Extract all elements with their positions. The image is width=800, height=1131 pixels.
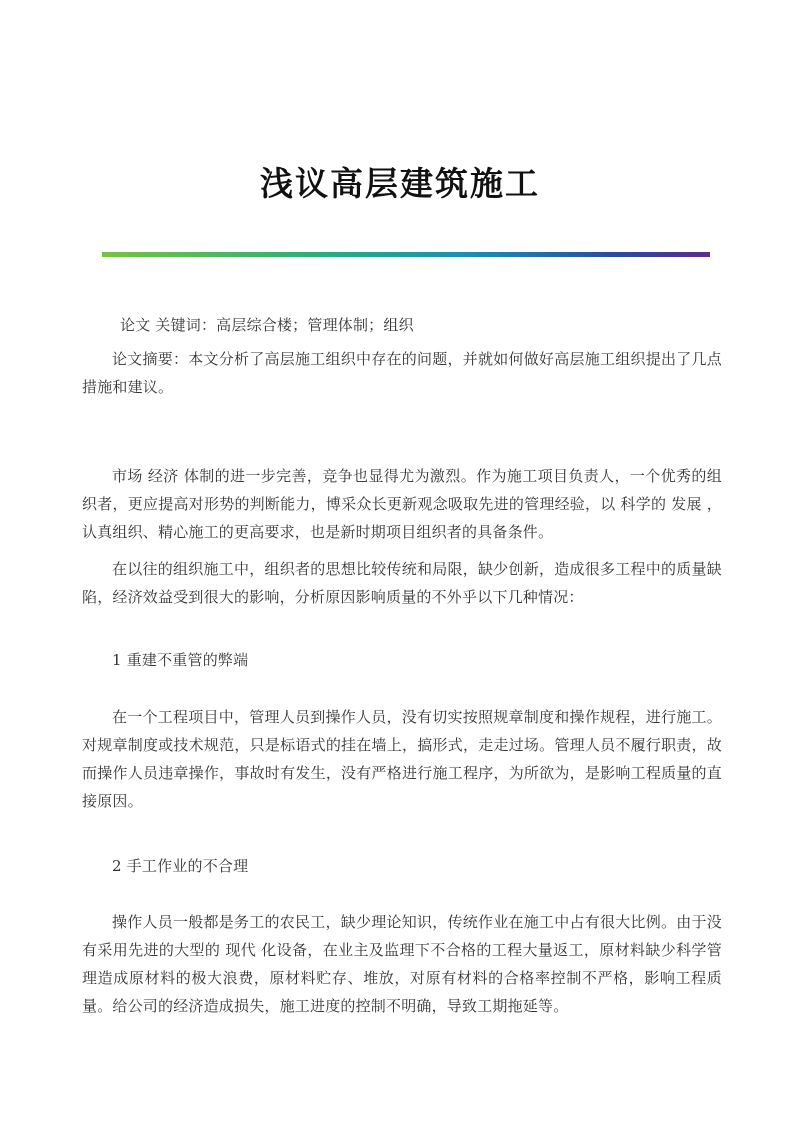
title-divider [102, 252, 710, 257]
body-paragraph-3: 在一个工程项目中，管理人员到操作人员，没有切实按照规章制度和操作规程，进行施工。对规章制度或技术规范，只是标语式的挂在墙上，搞形式，走走过场。管理人员不履行职责，故而操作人员违章操作，事故时有发生，没有严格进行施工程序，为所欲为，是影响工程质量的直接原因。 [82, 708, 722, 810]
abstract-paragraph: 论文摘要：本文分析了高层施工组织中存在的问题，并就如何做好高层施工组织提出了几点措施和建议。 [82, 350, 722, 396]
section-heading-1: 1 重建不重管的弊端 [112, 651, 249, 669]
body-paragraph-1: 市场 经济 体制的进一步完善，竞争也显得尤为激烈。作为施工项目负责人，一个优秀的组织者，更应提高对形势的判断能力，博采众长更新观念吸取先进的管理经验，以 科学的 发展 ，认真组织、精心施工的更高要求，也是新时期项目组织者的具备条件。 [82, 467, 722, 541]
section-heading-2: 2 手工作业的不合理 [112, 857, 249, 875]
keywords-line: 论文 关键词：高层综合楼；管理体制；组织 [120, 316, 414, 334]
page-title: 浅议高层建筑施工 [260, 164, 540, 203]
body-paragraph-2: 在以往的组织施工中，组织者的思想比较传统和局限，缺少创新，造成很多工程中的质量缺陷，经济效益受到很大的影响，分析原因影响质量的不外乎以下几种情况： [82, 560, 722, 606]
body-paragraph-4: 操作人员一般都是务工的农民工，缺少理论知识，传统作业在施工中占有很大比例。由于没有采用先进的大型的 现代 化设备，在业主及监理下不合格的工程大量返工，原材料缺少科学管理造成原材料的极大浪费，原材料贮存、堆放，对原有材料的合格率控制不严格，影响工程质量。给公司的经济造成损失，施工进度的控制不明确，导致工期拖延等。 [82, 913, 722, 1015]
